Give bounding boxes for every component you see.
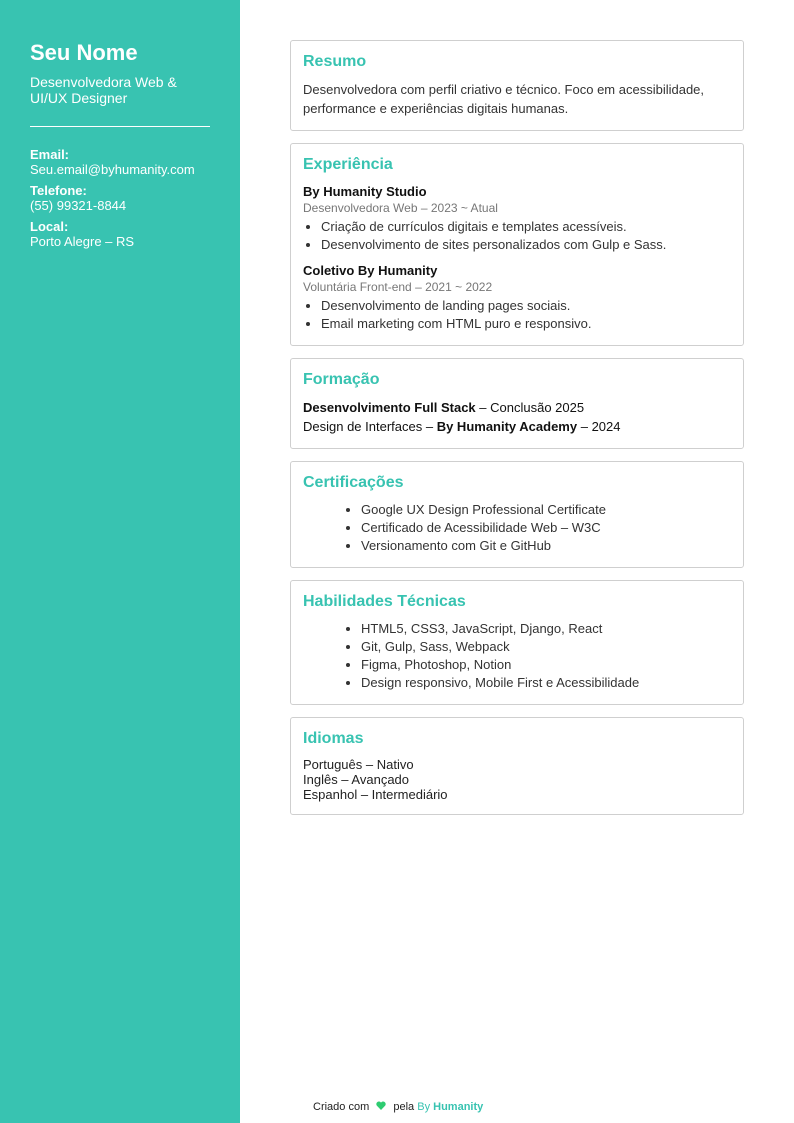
- footer-brand-link[interactable]: Humanity: [433, 1101, 484, 1113]
- heart-icon: [376, 1101, 386, 1113]
- email-value[interactable]: Seu.email@byhumanity.com: [30, 162, 195, 177]
- summary-section: [290, 40, 744, 131]
- job-items: [303, 218, 731, 254]
- job-meta: Desenvolvedora Web – 2023 ~ Atual: [303, 201, 498, 215]
- list-item: • Criação de currículos digitais e templates acessíveis.: [321, 218, 731, 236]
- email-label: Email:: [30, 147, 70, 162]
- job-entry: [303, 262, 731, 333]
- course-detail: – 2024: [577, 419, 621, 434]
- person-role: Desenvolvedora Web & UI/UX Designer: [30, 74, 177, 106]
- footer-credit: [313, 1101, 483, 1113]
- job-items: [303, 297, 731, 333]
- phone-value[interactable]: (55) 99321-8844: [30, 198, 127, 213]
- list-item: • Figma, Photoshop, Notion: [361, 656, 731, 674]
- languages-section: [290, 717, 744, 815]
- list-item: • Certificado de Acessibilidade Web – W3C: [361, 519, 731, 537]
- language-item: Português – Nativo: [303, 757, 414, 772]
- section-title: Experiência: [303, 156, 393, 173]
- list-item: • Google UX Design Professional Certificate: [361, 501, 731, 519]
- section-title: Resumo: [303, 53, 367, 70]
- contact-info: [30, 147, 210, 250]
- course-detail: – Conclusão 2025: [475, 400, 585, 415]
- certifications-list: [303, 501, 731, 555]
- language-item: Inglês – Avançado: [303, 772, 410, 787]
- skills-list: [303, 620, 731, 692]
- list-item: • Versionamento com Git e GitHub: [361, 537, 731, 555]
- list-item: • Desenvolvimento de landing pages sociais.: [321, 297, 731, 315]
- section-title: Idiomas: [303, 730, 364, 747]
- institution-name: By Humanity Academy: [436, 419, 578, 434]
- section-title: Formação: [303, 371, 380, 388]
- location-value: Porto Alegre – RS: [30, 234, 135, 249]
- education-entry: [303, 398, 731, 417]
- sidebar: [0, 0, 240, 1123]
- skills-section: [290, 580, 744, 705]
- list-item: • HTML5, CSS3, JavaScript, Django, React: [361, 620, 731, 638]
- job-company: Coletivo By Humanity: [303, 263, 438, 278]
- job-company: By Humanity Studio: [303, 184, 427, 199]
- job-meta: Voluntária Front-end – 2021 ~ 2022: [303, 280, 493, 294]
- summary-text: Desenvolvedora com perfil criativo e técnico. Foco em acessibilidade, performance e experiências digitais humanas.: [303, 82, 705, 116]
- location-label: Local:: [30, 219, 69, 234]
- education-section: [290, 358, 744, 449]
- footer-middle: pela: [393, 1101, 415, 1113]
- sidebar-divider: [30, 126, 210, 127]
- person-name: Seu Nome: [30, 40, 138, 65]
- list-item: • Email marketing com HTML puro e responsivo.: [321, 315, 731, 333]
- footer-prefix: Criado com: [313, 1101, 370, 1113]
- course-name: Design de Interfaces –: [303, 419, 437, 434]
- main-content: [290, 40, 744, 827]
- language-item: Espanhol – Intermediário: [303, 787, 448, 802]
- list-item: • Git, Gulp, Sass, Webpack: [361, 638, 731, 656]
- course-name: Desenvolvimento Full Stack: [303, 400, 476, 415]
- certifications-section: [290, 461, 744, 568]
- list-item: • Design responsivo, Mobile First e Acessibilidade: [361, 674, 731, 692]
- list-item: • Desenvolvimento de sites personalizados com Gulp e Sass.: [321, 236, 731, 254]
- footer-by: By: [417, 1101, 431, 1113]
- experience-section: [290, 143, 744, 346]
- job-entry: [303, 183, 731, 254]
- section-title: Certificações: [303, 474, 404, 491]
- education-entry: [303, 417, 731, 436]
- section-title: Habilidades Técnicas: [303, 593, 466, 610]
- phone-label: Telefone:: [30, 183, 87, 198]
